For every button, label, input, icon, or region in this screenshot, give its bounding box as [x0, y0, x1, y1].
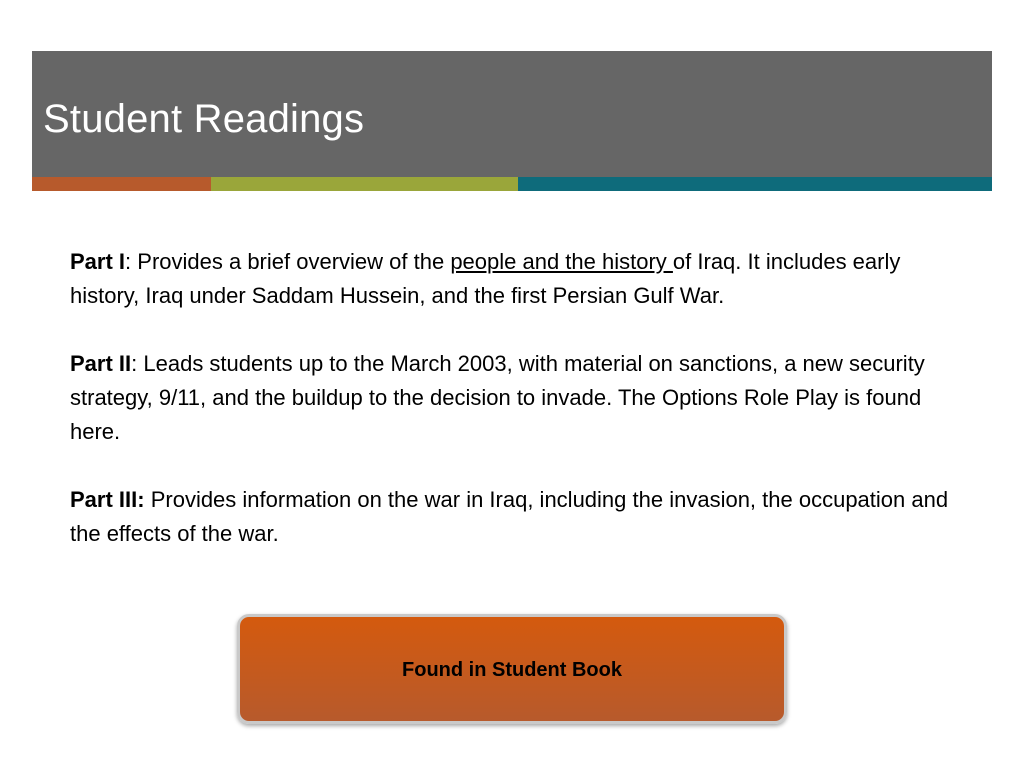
body-content [70, 245, 960, 585]
part-3-text: Provides information on the war in Iraq, including the invasion, the occupation and the effects of the war. [70, 487, 949, 546]
part-3-paragraph [70, 483, 960, 551]
part-3-label: Part III: [70, 487, 145, 512]
part-2-separator: : [131, 351, 144, 376]
part-1-text-before: Provides a brief overview of the [137, 249, 451, 274]
found-in-student-book-button[interactable] [237, 614, 787, 724]
accent-strip [32, 177, 992, 191]
title-bar [32, 51, 992, 177]
part-2-label: Part II [70, 351, 132, 376]
part-1-underlined-text: people and the history [450, 249, 673, 274]
part-1-separator: : [125, 249, 138, 274]
part-2-paragraph [70, 347, 960, 449]
part-1-label: Part I [70, 249, 126, 274]
accent-segment-orange [32, 177, 211, 191]
accent-segment-teal [518, 177, 992, 191]
callout-label: Found in Student Book [402, 658, 622, 681]
part-1-paragraph [70, 245, 960, 313]
slide-title: Student Readings [43, 97, 365, 141]
part-1-text-after: of Iraq. It includes early history, Iraq under Saddam Hussein, and the first Persian Gulf War. [70, 249, 901, 308]
accent-segment-green [211, 177, 518, 191]
part-2-text: Leads students up to the March 2003, with material on sanctions, a new security strategy, 9/11, and the buildup to the decision to invade. The Options Role Play is found here. [70, 351, 925, 444]
